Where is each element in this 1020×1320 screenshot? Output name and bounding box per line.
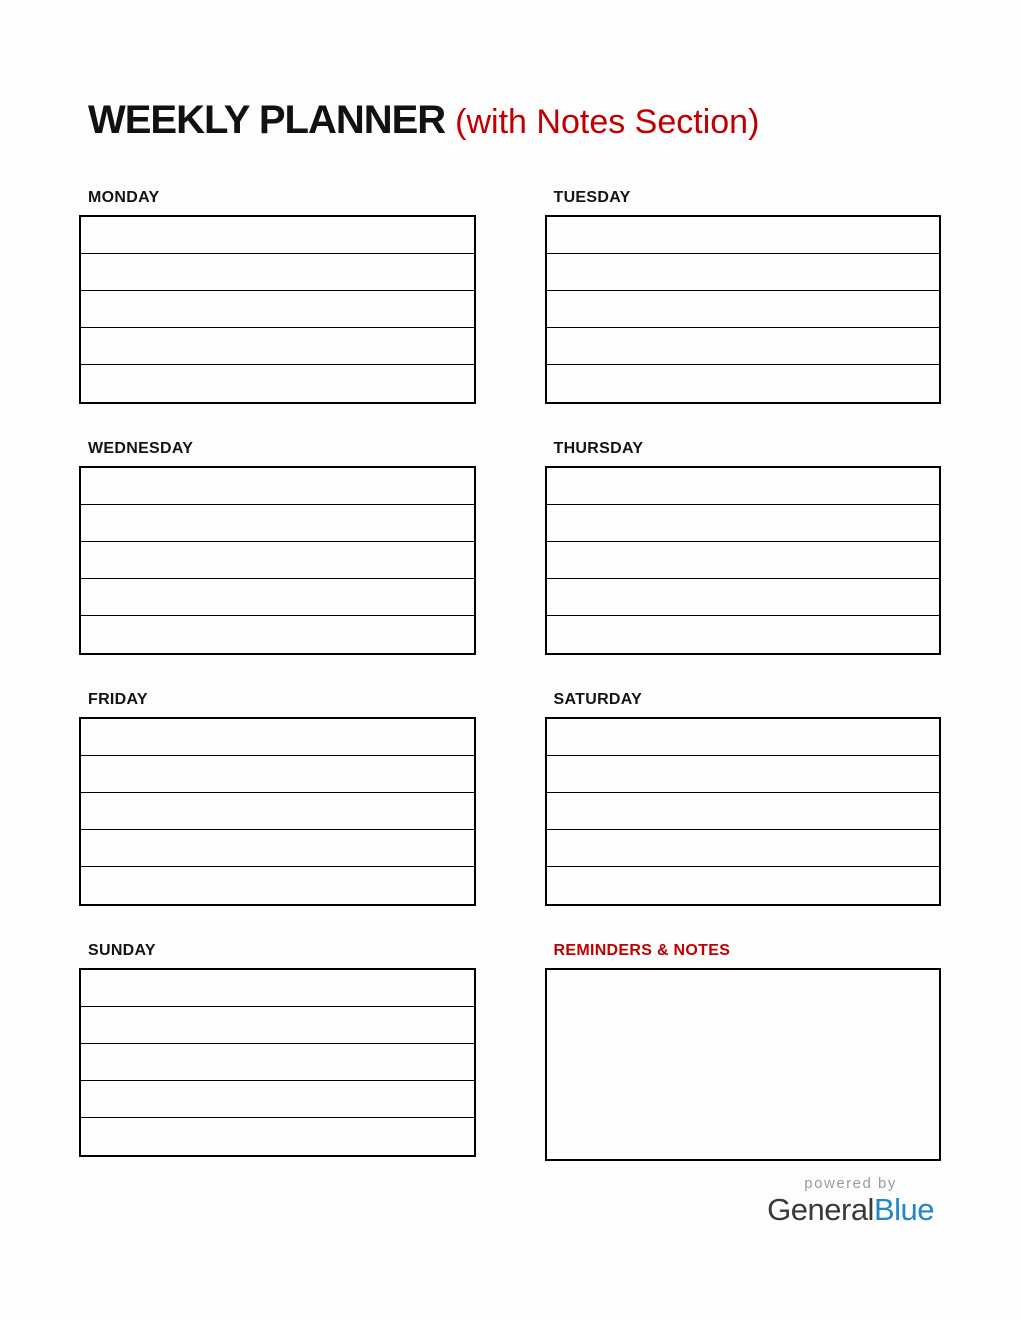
writing-line[interactable] [81, 468, 474, 505]
writing-line[interactable] [81, 830, 474, 867]
writing-line[interactable] [547, 217, 940, 254]
brand-wordmark [767, 1191, 934, 1227]
writing-line[interactable] [81, 217, 474, 254]
section-friday [79, 691, 476, 906]
title-sub: (with Notes Section) [455, 103, 760, 141]
day-table-tuesday[interactable] [545, 215, 942, 404]
section-monday [79, 189, 476, 404]
writing-line[interactable] [547, 291, 940, 328]
writing-line[interactable] [81, 970, 474, 1007]
day-label-saturday: SATURDAY [553, 690, 643, 708]
writing-line[interactable] [547, 505, 940, 542]
writing-line[interactable] [547, 365, 940, 402]
section-wednesday [79, 440, 476, 655]
writing-line[interactable] [547, 468, 940, 505]
day-label-wednesday: WEDNESDAY [88, 439, 194, 457]
writing-line[interactable] [81, 867, 474, 904]
page-title [79, 98, 941, 143]
writing-line[interactable] [81, 756, 474, 793]
writing-line[interactable] [81, 719, 474, 756]
writing-line[interactable] [547, 542, 940, 579]
writing-line[interactable] [547, 793, 940, 830]
section-tuesday [545, 189, 942, 404]
writing-line[interactable] [81, 1007, 474, 1044]
writing-line[interactable] [81, 254, 474, 291]
planner-grid [79, 189, 941, 1161]
writing-line[interactable] [547, 254, 940, 291]
day-label-friday: FRIDAY [88, 690, 148, 708]
day-table-saturday[interactable] [545, 717, 942, 906]
writing-line[interactable] [81, 365, 474, 402]
reminders-notes-box[interactable] [545, 968, 942, 1161]
writing-line[interactable] [81, 1044, 474, 1081]
writing-line[interactable] [81, 793, 474, 830]
section-reminders-notes [545, 942, 942, 1161]
section-saturday [545, 691, 942, 906]
section-thursday [545, 440, 942, 655]
brand-blue-text: Blue [873, 1191, 934, 1227]
writing-line[interactable] [81, 328, 474, 365]
brand-general-text: General [767, 1191, 874, 1227]
writing-line[interactable] [81, 579, 474, 616]
day-label-thursday: THURSDAY [553, 439, 644, 457]
day-table-wednesday[interactable] [79, 466, 476, 655]
writing-line[interactable] [81, 1081, 474, 1118]
writing-line[interactable] [547, 719, 940, 756]
reminders-notes-label: REMINDERS & NOTES [553, 941, 731, 959]
writing-line[interactable] [547, 579, 940, 616]
brand-logo [767, 1175, 934, 1227]
day-label-sunday: SUNDAY [88, 941, 156, 959]
day-table-thursday[interactable] [545, 466, 942, 655]
title-main: WEEKLY PLANNER [88, 98, 446, 142]
section-sunday [79, 942, 476, 1161]
day-label-monday: MONDAY [88, 188, 160, 206]
footer [79, 1175, 941, 1227]
writing-line[interactable] [547, 756, 940, 793]
writing-line[interactable] [547, 830, 940, 867]
day-label-tuesday: TUESDAY [553, 188, 631, 206]
day-table-sunday[interactable] [79, 968, 476, 1157]
writing-line[interactable] [81, 616, 474, 653]
writing-line[interactable] [81, 542, 474, 579]
writing-line[interactable] [81, 1118, 474, 1155]
writing-line[interactable] [81, 505, 474, 542]
day-table-monday[interactable] [79, 215, 476, 404]
writing-line[interactable] [547, 616, 940, 653]
writing-line[interactable] [547, 328, 940, 365]
day-table-friday[interactable] [79, 717, 476, 906]
writing-line[interactable] [81, 291, 474, 328]
writing-line[interactable] [547, 867, 940, 904]
powered-by-text: powered by [804, 1174, 897, 1192]
